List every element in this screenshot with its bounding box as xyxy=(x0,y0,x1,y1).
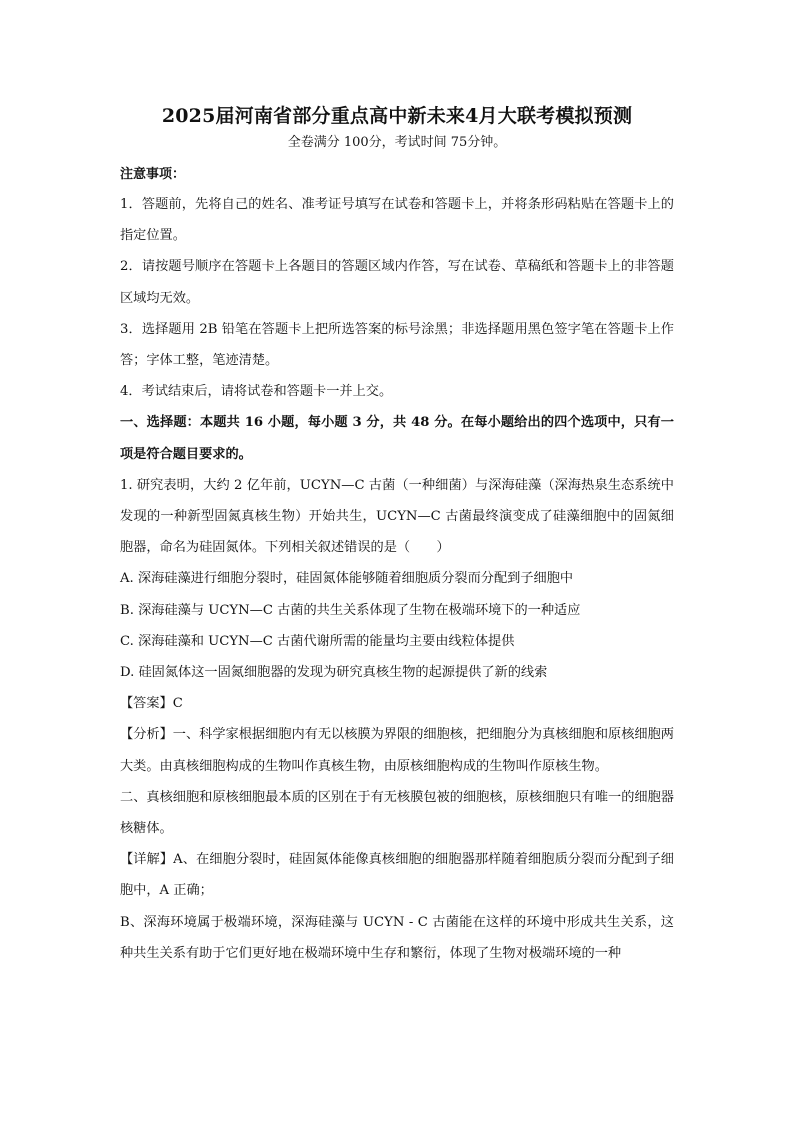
notice-item-1: 1．答题前，先将自己的姓名、准考证号填写在试卷和答题卡上，并将条形码粘贴在答题卡上的指定位置。 xyxy=(120,197,674,244)
option-a: A. 深海硅藻进行细胞分裂时，硅固氮体能够随着细胞质分裂而分配到子细胞中 xyxy=(120,571,574,587)
detail-paragraph-a: 【详解】A、在细胞分裂时，硅固氮体能像真核细胞的细胞器那样随着细胞质分裂而分配到子细胞中，A 正确； xyxy=(120,852,674,899)
option-b: B. 深海硅藻与 UCYN—C 古菌的共生关系体现了生物在极端环境下的一种适应 xyxy=(120,602,581,618)
notice-item-2: 2．请按题号顺序在答题卡上各题目的答题区域内作答，写在试卷、草稿纸和答题卡上的非答题区域均无效。 xyxy=(120,259,674,306)
answer-line: 【答案】C xyxy=(120,696,183,712)
option-c: C. 深海硅藻和 UCYN—C 古菌代谢所需的能量均主要由线粒体提供 xyxy=(120,633,515,649)
option-d: D. 硅固氮体这一固氮细胞器的发现为研究真核生物的起源提供了新的线索 xyxy=(120,665,548,681)
notice-heading: 注意事项： xyxy=(120,167,186,182)
question-stem: 1. 研究表明，大约 2 亿年前，UCYN—C 古菌（一种细菌）与深海硅藻（深海热泉生态系统中发现的一种新型固氮真核生物）开始共生，UCYN—C 古菌最终演变成了硅藻细胞中的固氮细胞器，命名为硅固氮体。下列相关叙述错误的是（ ） xyxy=(120,477,674,556)
analysis-paragraph-2: 二、真核细胞和原核细胞最本质的区别在于有无核膜包被的细胞核，原核细胞只有唯一的细胞器核糖体。 xyxy=(120,789,674,837)
analysis-paragraph-1: 【分析】一、科学家根据细胞内有无以核膜为界限的细胞核，把细胞分为真核细胞和原核细胞两大类。由真核细胞构成的生物叫作真核生物，由原核细胞构成的生物叫作原核生物。 xyxy=(120,727,674,774)
page-title: 2025届河南省部分重点高中新未来4月大联考模拟预测 xyxy=(161,105,633,127)
notice-item-3: 3．选择题用 2B 铅笔在答题卡上把所选答案的标号涂黑；非选择题用黑色签字笔在答题卡上作答；字体工整，笔迹清楚。 xyxy=(120,321,674,369)
notice-item-4: 4．考试结束后，请将试卷和答题卡一并上交。 xyxy=(120,384,393,400)
detail-paragraph-b: B、深海环境属于极端环境，深海硅藻与 UCYN - C 古菌能在这样的环境中形成共生关系，这种共生关系有助于它们更好地在极端环境中生存和繁衍，体现了生物对极端环境的一种 xyxy=(120,914,674,961)
exam-info: 全卷满分 100分，考试时间 75分钟。 xyxy=(287,135,507,150)
section-heading: 一、选择题：本题共 16 小题，每小题 3 分，共 48 分。在每小题给出的四个选项中，只有一项是符合题目要求的。 xyxy=(120,415,674,462)
